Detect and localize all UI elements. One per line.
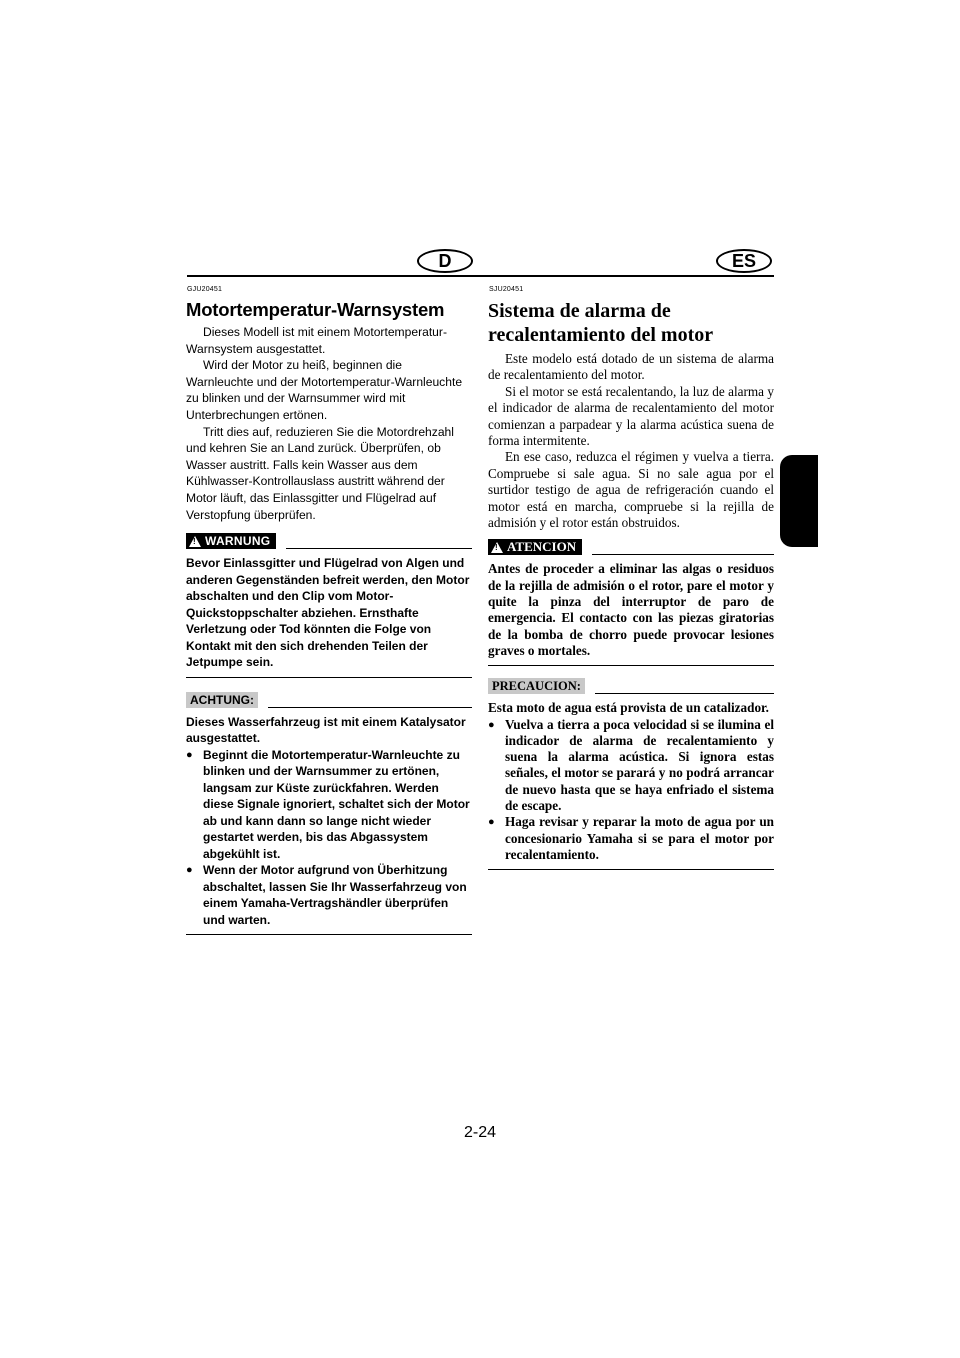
section-title	[488, 299, 774, 347]
spanish-column	[488, 286, 774, 870]
list-item: ● Beginnt die Motortemperatur-Warnleuchte zu blinken und der Warnsummer zu ertönen, langsam zur Küste zurückfahren. Werden diese Signale ignoriert, schaltet sich der Motor ab und kann dann so lange nicht wieder gestartet werden, bis das Abgassystem abgekühlt ist.	[186, 747, 472, 863]
warning-badge	[488, 539, 582, 555]
caution-badge: ACHTUNG:	[186, 692, 258, 708]
divider	[595, 693, 774, 694]
page-number: 2-24	[463, 1124, 497, 1141]
paragraph: Wird der Motor zu heiß, beginnen die Warnleuchte und der Motortemperatur-Warnleuchte zu blinken und der Warnsummer wird mit Unterbrechungen ertönen.	[186, 358, 463, 422]
warning-header	[488, 539, 774, 555]
divider	[488, 869, 774, 870]
caution-header	[186, 692, 472, 708]
divider	[268, 707, 472, 708]
divider	[186, 934, 472, 935]
section-code: GJU20451	[187, 286, 223, 293]
caution-header	[488, 678, 774, 694]
title-line: Sistema de alarma de	[488, 300, 671, 322]
list-item: ● Haga revisar y reparar la moto de agua por un concesionario Yamaha si se para el motor por recalentamiento.	[488, 814, 774, 863]
warning-header	[186, 533, 472, 549]
warning-text: Bevor Einlassgitter und Flügelrad von Algen und anderen Gegenständen befreit werden, den Motor abschalten und den Clip vom Motor-Quickstoppschalter abziehen. Ernsthafte Verletzung oder Tod könnten die Folge von Kontakt mit den sich drehenden Teilen der Jetpumpe sein.	[186, 556, 470, 670]
divider	[286, 548, 472, 549]
paragraph: Si el motor se está recalentando, la luz de alarma y el indicador de alarma de recalentamiento del motor comienzan a parpadear y la alarma acústica suena de forma intermitente.	[488, 383, 774, 449]
language-badge-german	[417, 249, 473, 273]
section-code: SJU20451	[489, 286, 524, 293]
divider	[592, 554, 774, 555]
divider	[186, 677, 472, 678]
caution-badge: PRECAUCION:	[488, 678, 585, 694]
language-badge-spanish	[716, 249, 772, 273]
warning-label: WARNUNG	[205, 534, 271, 549]
divider	[488, 665, 774, 666]
language-label: ES	[731, 250, 756, 271]
paragraph: Este modelo está dotado de un sistema de alarma de recalentamiento del motor.	[488, 351, 774, 383]
chapter-tab	[780, 455, 818, 547]
section-title: Motortemperatur-Warnsystem	[186, 299, 445, 320]
paragraph: Dieses Modell ist mit einem Motortemperatur-Warnsystem ausgestattet.	[186, 325, 447, 356]
list-item: ● Wenn der Motor aufgrund von Überhitzung abschaltet, lassen Sie Ihr Wasserfahrzeug von einem Yamaha-Vertragshändler überprüfen und warten.	[186, 862, 472, 928]
paragraph: Tritt dies auf, reduzieren Sie die Motordrehzahl und kehren Sie an Land zurück. Überprüfen, ob Wasser austritt. Falls kein Wasser aus dem Kühlwasser-Kontrollauslass austritt während der Motor läuft, das Einlassgitter und Flügelrad auf Verstopfung überprüfen.	[186, 424, 454, 522]
caution-intro: Dieses Wasserfahrzeug ist mit einem Katalysator ausgestattet.	[186, 714, 466, 746]
caution-intro: Esta moto de agua está provista de un catalizador.	[488, 700, 769, 716]
warning-triangle-icon	[189, 536, 201, 547]
title-line: recalentamiento del motor	[488, 324, 714, 346]
header-rule	[187, 275, 774, 277]
warning-text: Antes de proceder a eliminar las algas o residuos de la rejilla de admisión o el rotor, pare el motor y quite la pinza del interruptor de paro de emergencia. El contacto con las piezas giratorias de la bomba de chorro puede provocar lesiones graves o mortales.	[488, 561, 774, 658]
list-item: ● Vuelva a tierra a poca velocidad si se ilumina el indicador de alarma de recalentamiento y suena la alarma acústica. Si ignora estas señales, el motor se parará y no podrá arrancar de nuevo hasta que se haya enfriado el sistema de escape.	[488, 717, 774, 815]
warning-label: ATENCION	[507, 539, 577, 555]
warning-triangle-icon	[491, 542, 503, 553]
german-column	[186, 286, 472, 935]
warning-badge	[186, 533, 276, 549]
paragraph: En ese caso, reduzca el régimen y vuelva a tierra. Compruebe si sale agua. Si no sale agua por el surtidor testigo de agua de refrigeración cuando el motor está en marcha, compruebe si la rejilla de admisión y el rotor están obstruidos.	[488, 449, 774, 531]
language-label: D	[438, 250, 452, 271]
